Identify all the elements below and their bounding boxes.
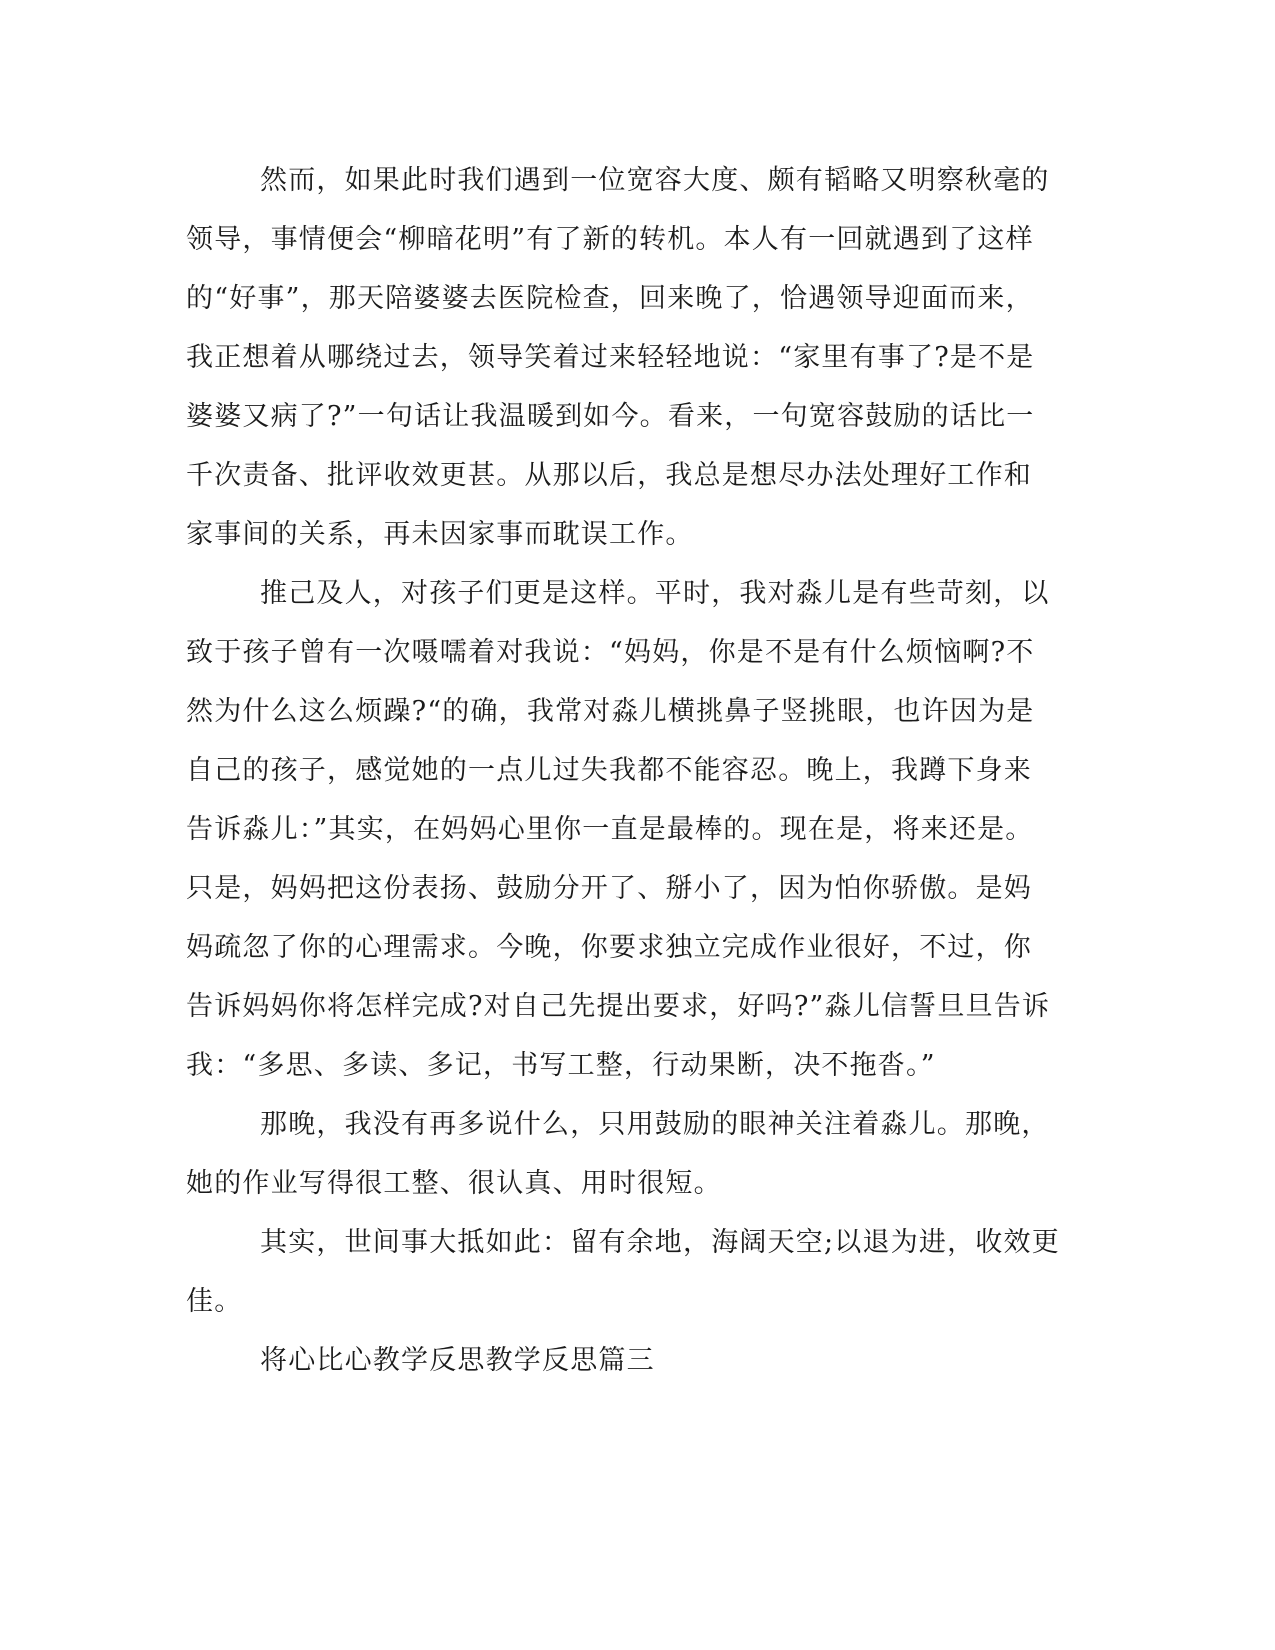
text-line: 佳。 — [186, 1286, 243, 1317]
text-line: 推己及人，对孩子们更是这样。平时，我对淼儿是有些苛刻，以 — [260, 578, 1050, 609]
text-line: 自己的孩子，感觉她的一点儿过失我都不能容忍。晚上，我蹲下身来 — [186, 755, 1032, 786]
text-line: 告诉妈妈你将怎样完成?对自己先提出要求，好吗?”淼儿信誓旦旦告诉 — [186, 991, 1051, 1022]
text-line: 我正想着从哪绕过去，领导笑着过来轻轻地说：“家里有事了?是不是 — [186, 342, 1035, 373]
text-line: 然而，如果此时我们遇到一位宽容大度、颇有韬略又明察秋毫的 — [260, 165, 1050, 196]
text-line: 那晚，我没有再多说什么，只用鼓励的眼神关注着淼儿。那晚， — [260, 1109, 1050, 1140]
text-line: 领导，事情便会“柳暗花明”有了新的转机。本人有一回就遇到了这样 — [186, 224, 1034, 255]
text-line: 其实，世间事大抵如此：留有余地，海阔天空;以退为进，收效更 — [260, 1227, 1060, 1258]
text-line: 致于孩子曾有一次嗫嚅着对我说：“妈妈，你是不是有什么烦恼啊?不 — [186, 637, 1035, 668]
text-line: 的“好事”，那天陪婆婆去医院检查，回来晚了，恰遇领导迎面而来， — [186, 283, 1034, 314]
text-line: 我：“多思、多读、多记，书写工整，行动果断，决不拖沓。” — [186, 1050, 936, 1081]
text-line: 告诉淼儿：”其实，在妈妈心里你一直是最棒的。现在是，将来还是。 — [186, 814, 1034, 845]
text-line: 千次责备、批评收效更甚。从那以后，我总是想尽办法处理好工作和 — [186, 460, 1032, 491]
text-line: 婆婆又病了?”一句话让我温暖到如今。看来，一句宽容鼓励的话比一 — [186, 401, 1035, 432]
text-line: 然为什么这么烦躁?“的确，我常对淼儿横挑鼻子竖挑眼，也许因为是 — [186, 696, 1035, 727]
text-line: 妈疏忽了你的心理需求。今晚，你要求独立完成作业很好，不过，你 — [186, 932, 1032, 963]
text-line: 只是，妈妈把这份表扬、鼓励分开了、掰小了，因为怕你骄傲。是妈 — [186, 873, 1032, 904]
text-line: 她的作业写得很工整、很认真、用时很短。 — [186, 1168, 722, 1199]
section-heading: 将心比心教学反思教学反思篇三 — [260, 1345, 655, 1376]
text-line: 家事间的关系，再未因家事而耽误工作。 — [186, 519, 694, 550]
